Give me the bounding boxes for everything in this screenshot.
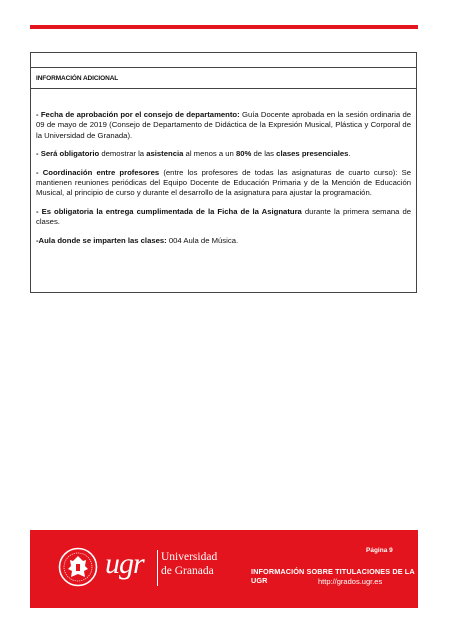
header-rule xyxy=(30,25,418,29)
classroom-text: 004 Aula de Música. xyxy=(166,235,239,245)
ugr-logo: ugr xyxy=(105,547,144,580)
info-table xyxy=(30,52,417,293)
university-name xyxy=(161,550,217,578)
form-label: - Es obligatoria la entrega cumplimentada de la Ficha de la Asignatura xyxy=(36,206,302,216)
paragraph-classroom xyxy=(36,236,411,246)
attendance-text-1: demostrar la xyxy=(99,149,147,159)
coordination-label: - Coordinación entre profesores xyxy=(36,167,160,177)
attendance-keyword: asistencia xyxy=(146,149,184,159)
paragraph-attendance xyxy=(36,149,411,159)
attendance-text-3: de las xyxy=(251,149,277,159)
logo-divider xyxy=(157,550,158,586)
classroom-label: -Aula donde se imparten las clases: xyxy=(36,235,167,245)
section-title: INFORMACIÓN ADICIONAL xyxy=(36,74,119,82)
footer-url-link[interactable]: http://grados.ugr.es xyxy=(318,577,383,586)
footer-info-title: INFORMACIÓN SOBRE TITULACIONES DE LA UGR xyxy=(251,567,415,585)
attendance-percent: 80% xyxy=(235,149,252,159)
section-header-row xyxy=(31,68,416,89)
paragraph-approval xyxy=(36,110,411,141)
paragraph-form xyxy=(36,207,411,228)
attendance-classes: clases presenciales xyxy=(276,149,349,159)
paragraph-coordination xyxy=(36,168,411,199)
footer-banner xyxy=(30,530,418,608)
table-empty-row xyxy=(31,53,416,68)
page-number: Página 9 xyxy=(366,547,393,554)
attendance-label: - Será obligatorio xyxy=(36,149,100,159)
attendance-text-4: . xyxy=(348,149,351,159)
coordination-text: (entre los profesores de todas las asignaturas de cuarto curso): Se mantienen reuniones periódicas del Equipo Docente de Educación Primaria y de la Mención de Educación Musical, al principio de curso y durante el desarrollo de la asignatura para ajustar la programación. xyxy=(36,167,412,198)
form-text: durante la primera semana de clases. xyxy=(36,206,411,227)
attendance-text-2: al menos a un xyxy=(183,149,236,159)
approval-label: - Fecha de aprobación por el consejo de departamento: xyxy=(36,110,240,119)
university-name-line2: de Granada xyxy=(161,565,214,577)
section-content xyxy=(31,89,416,246)
approval-text: Guía Docente aprobada en la sesión ordinaria de 09 de mayo de 2019 (Consejo de Departamento de Didáctica de la Expresión Musical, Plástica y Corporal de la Universidad de Granada). xyxy=(36,110,411,140)
university-name-line1: Universidad xyxy=(161,551,218,563)
university-seal-icon xyxy=(58,547,98,587)
